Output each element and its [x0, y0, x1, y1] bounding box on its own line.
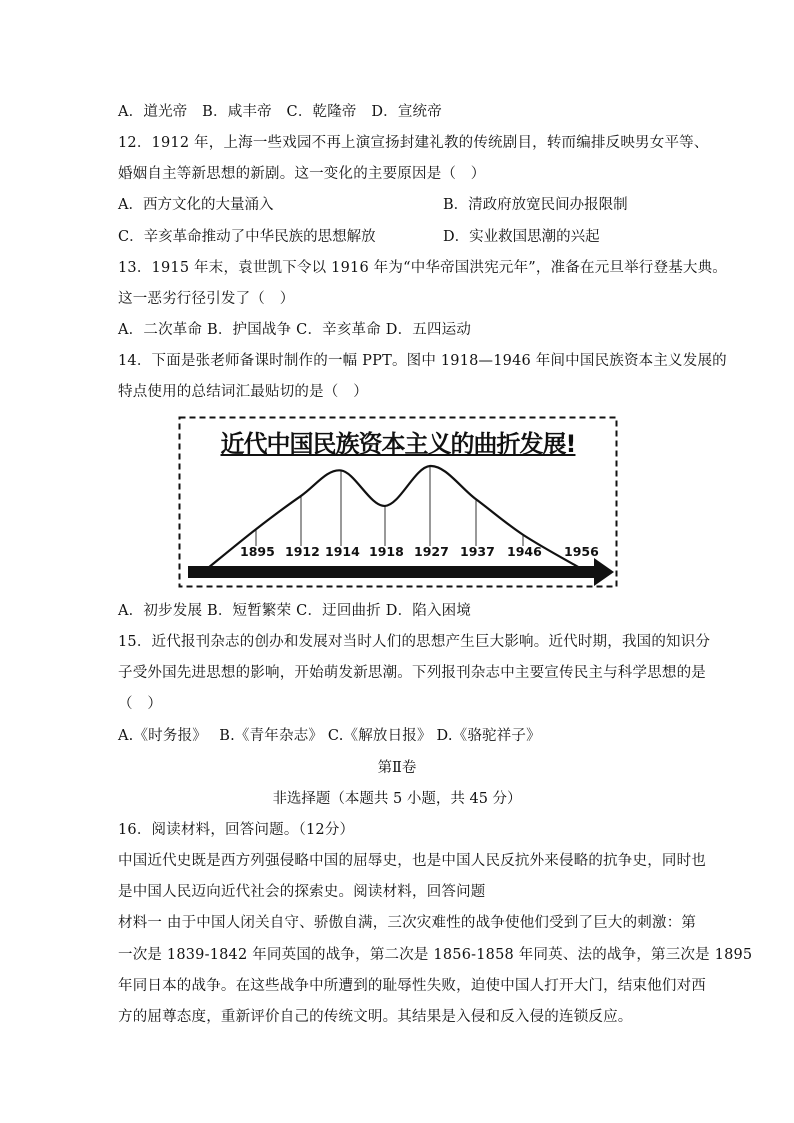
q16-intro-line2: 是中国人民迈向近代社会的探索史。阅读材料，回答问题 [118, 884, 486, 900]
ppt-figure [178, 416, 618, 588]
part2-subheading: 非选择题（本题共 5 小题，共 45 分） [272, 791, 522, 807]
year-label-1956: 1956 [564, 544, 599, 559]
q12-option-c: C．辛亥革命推动了中华民族的思想解放 [118, 229, 376, 245]
q14-stem-line2: 特点使用的总结词汇最贴切的是（ ） [118, 384, 368, 400]
year-label-1912: 1912 [285, 544, 320, 559]
q16-intro-line1: 中国近代史既是西方列强侵略中国的屈辱史，也是中国人民反抗外来侵略的抗争史，同时也 [118, 853, 706, 869]
year-label-1927: 1927 [414, 544, 449, 559]
q12-option-d: D．实业救国思潮的兴起 [443, 229, 600, 245]
q14-stem-line1: 14．下面是张老师备课时制作的一幅 PPT。图中 1918—1946 年间中国民族资本主义发展的 [118, 353, 727, 369]
q16-material1-line2: 一次是 1839-1842 年同英国的战争，第二次是 1856-1858 年同英、法的战争，第三次是 1895 [118, 947, 753, 963]
q16-material1-line3: 年同日本的战争。在这些战争中所遭到的耻辱性失败，迫使中国人打开大门，结束他们对西 [118, 978, 706, 994]
part2-heading: 第Ⅱ卷 [377, 760, 417, 776]
q12-stem-line2: 婚姻自主等新思想的新剧。这一变化的主要原因是（ ） [118, 166, 486, 182]
q15-stem-line3: （ ） [118, 696, 163, 712]
q11-options: A．道光帝 B．咸丰帝 C．乾隆帝 D．宣统帝 [118, 104, 442, 120]
q14-options: A．初步发展 B．短暂繁荣 C．迂回曲折 D．陷入困境 [118, 603, 472, 619]
q15-stem-line1: 15．近代报刊杂志的创办和发展对当时人们的思想产生巨大影响。近代时期，我国的知识分 [118, 634, 711, 650]
q13-stem-line2: 这一恶劣行径引发了（ ） [118, 291, 295, 307]
year-label-1937: 1937 [460, 544, 495, 559]
q13-options: A．二次革命 B．护国战争 C．辛亥革命 D．五四运动 [118, 322, 472, 338]
q15-options: A.《时务报》 B.《青年杂志》 C.《解放日报》 D.《骆驼祥子》 [118, 728, 541, 744]
year-label-1914: 1914 [325, 544, 360, 559]
q12-option-b: B．清政府放宽民间办报限制 [443, 197, 628, 213]
q13-stem-line1: 13．1915 年末，袁世凯下令以 1916 年为“中华帝国洪宪元年”，准备在元旦举行登基大典。 [118, 260, 728, 276]
figure-title: 近代中国民族资本主义的曲折发展! [220, 430, 576, 458]
timeline-arrow-shaft [188, 566, 598, 578]
year-label-1895: 1895 [240, 544, 275, 559]
q16-material1-line4: 方的屈尊态度，重新评价自己的传统文明。其结果是入侵和反入侵的连锁反应。 [118, 1009, 633, 1025]
q12-stem-line1: 12．1912 年，上海一些戏园不再上演宣扬封建礼教的传统剧目，转而编排反映男女平等、 [118, 135, 709, 151]
q15-stem-line2: 子受外国先进思想的影响，开始萌发新思潮。下列报刊杂志中主要宣传民主与科学思想的是 [118, 665, 706, 681]
year-label-1918: 1918 [369, 544, 404, 559]
q16-material1-line1: 材料一 由于中国人闭关自守、骄傲自满，三次灾难性的战争使他们受到了巨大的刺激：第 [118, 915, 697, 931]
q12-option-a: A．西方文化的大量涌入 [118, 197, 274, 213]
q16-stem: 16．阅读材料，回答问题。（12分） [118, 822, 355, 838]
year-label-1946: 1946 [507, 544, 542, 559]
